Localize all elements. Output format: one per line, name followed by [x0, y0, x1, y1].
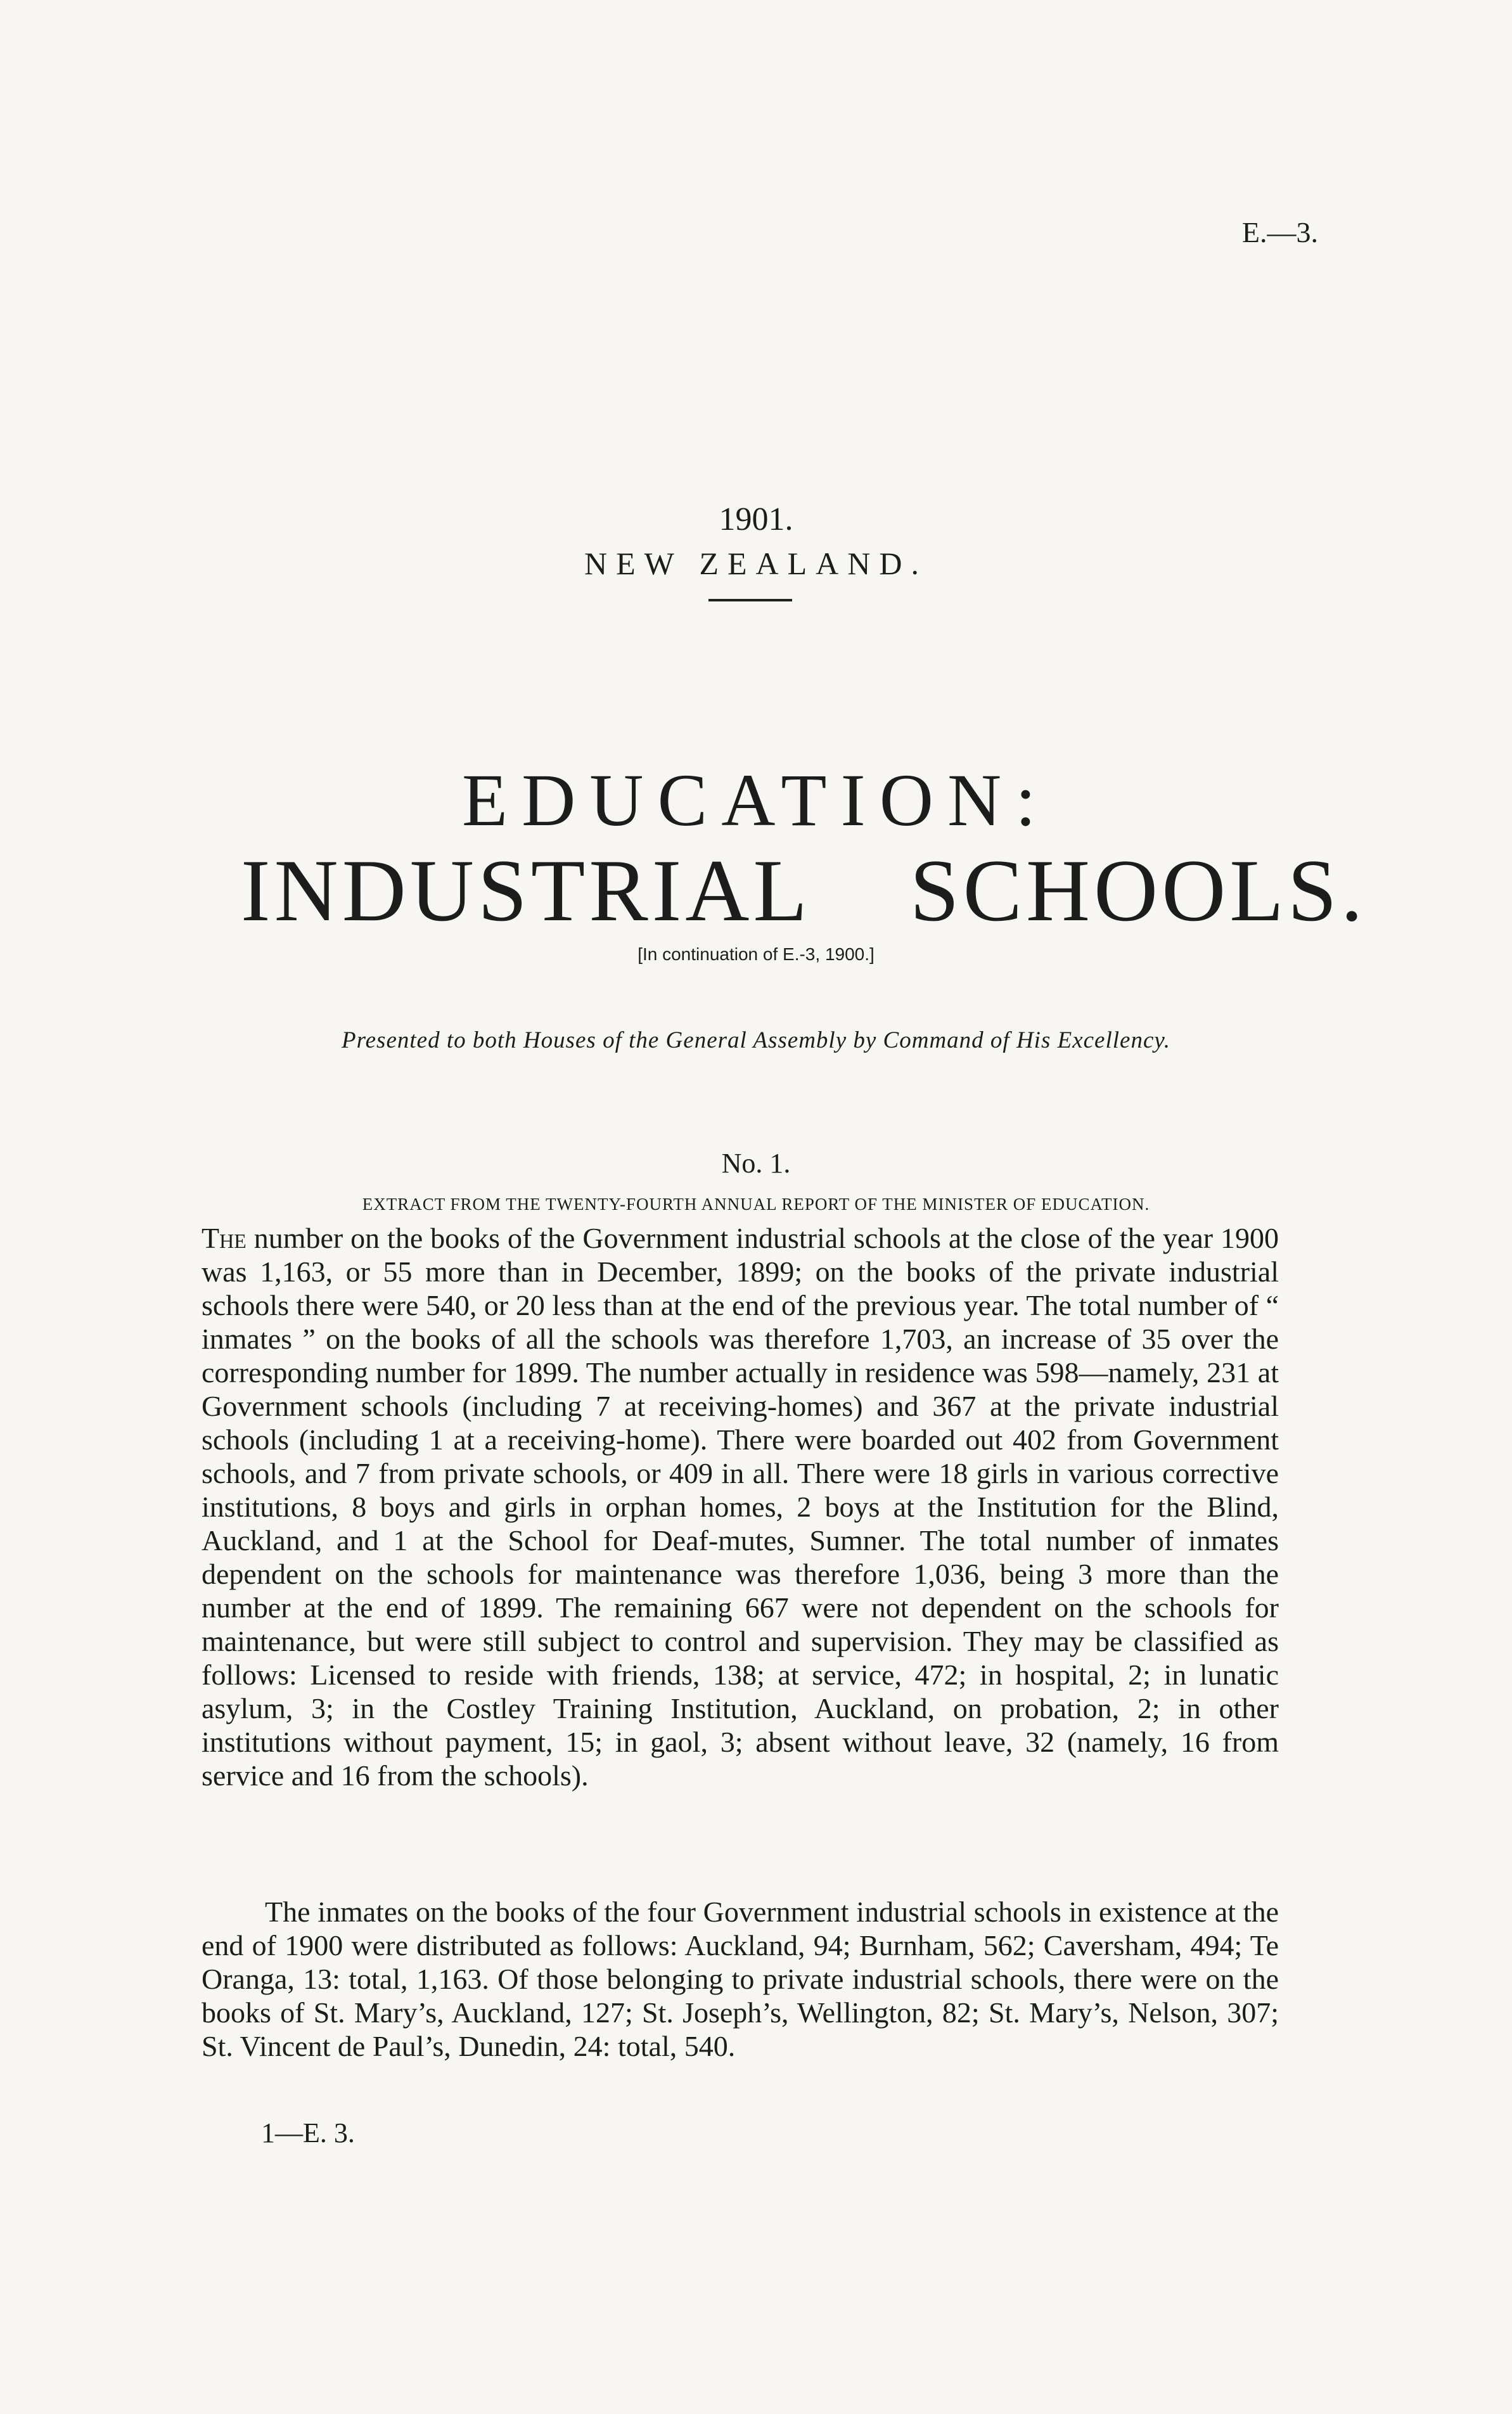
body-paragraph-2: The inmates on the books of the four Government industrial schools in existence at the end of 1900 were distributed as follows: Auckland, 94; Burnham, 562; Caversham, 494; Te Oranga, 13: total, 1,163. Of those belonging to private industrial schools, there were on the books of St. Mary’s, Auckland, 127; St. Joseph’s, Wellington, 82; St. Mary’s, Nelson, 307; St. Vincent de Paul’s, Dunedin, 24: total, 540.	[202, 1896, 1279, 2062]
heading-rule	[708, 599, 792, 601]
body-paragraph-1	[202, 1221, 1279, 1792]
paragraph-1-text: number on the books of the Government industrial schools at the close of the year 1900 was 1,163, or 55 more than in December, 1899; on the books of the private industrial schools there were 540, or 20 less than at the end of the previous year. The total number of “ inmates ” on the books of all the schools was therefore 1,703, an increase of 35 over the corresponding number for 1899. The number actually in residence was 598—namely, 231 at Government schools (including 7 at receiving-homes) and 367 at the private industrial schools (including 1 at a receiving-home). There were boarded out 402 from Government schools, and 7 from private schools, or 409 in all. There were 18 girls in various corrective institutions, 8 boys and girls in orphan homes, 2 boys at the Institution for the Blind, Auckland, and 1 at the School for Deaf-mutes, Sumner. The total number of inmates dependent on the schools for maintenance was therefore 1,036, being 3 more than the number at the end of 1899. The remaining 667 were not dependent on the schools for maintenance, but were still subject to control and supervision. They may be classified as follows: Licensed to reside with friends, 138; at service, 472; in hospital, 2; in lunatic asylum, 3; in the Costley Training Institution, Auckland, on probation, 2; in other institutions without payment, 15; in gaol, 3; absent without leave, 32 (namely, 16 from service and 16 from the schools).	[202, 1222, 1279, 1792]
title-education: EDUCATION:	[462, 759, 1050, 842]
page-reference: E.—3.	[1241, 216, 1318, 248]
paper-number: No. 1.	[721, 1148, 791, 1179]
extract-heading: EXTRACT FROM THE TWENTY-FOURTH ANNUAL REPORT OF THE MINISTER OF EDUCATION.	[362, 1195, 1150, 1214]
presented-line: Presented to both Houses of the General Assembly by Command of His Excellency.	[342, 1027, 1170, 1053]
continuation-note: [In continuation of E.-3, 1900.]	[637, 944, 875, 964]
page-signature: 1—E. 3.	[261, 2117, 355, 2148]
publication-year: 1901.	[719, 501, 793, 537]
title-industrial-schools: INDUSTRIAL SCHOOLS.	[241, 842, 1367, 940]
paragraph-lead-word: The	[202, 1222, 247, 1254]
country-heading: NEW ZEALAND.	[584, 546, 928, 581]
